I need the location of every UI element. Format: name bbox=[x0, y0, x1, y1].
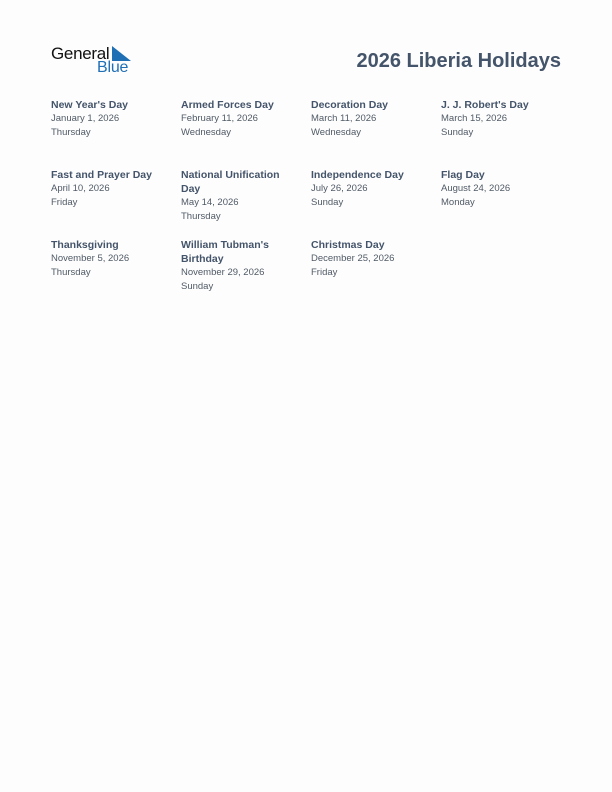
holiday-weekday: Sunday bbox=[311, 197, 344, 208]
holiday-item bbox=[311, 98, 435, 140]
holiday-weekday: Wednesday bbox=[181, 127, 231, 138]
holiday-name: National Unification Day bbox=[181, 169, 280, 195]
holiday-date: July 26, 2026 bbox=[311, 183, 368, 194]
holiday-name: Armed Forces Day bbox=[181, 99, 274, 111]
page-title: 2026 Liberia Holidays bbox=[356, 50, 561, 72]
holiday-name: Independence Day bbox=[311, 169, 404, 181]
holiday-name: J. J. Robert's Day bbox=[441, 99, 529, 111]
logo-text-general: General bbox=[51, 44, 110, 63]
holiday-item bbox=[51, 168, 175, 210]
holiday-item bbox=[181, 238, 291, 294]
holiday-date: August 24, 2026 bbox=[441, 183, 511, 194]
holiday-item bbox=[51, 238, 175, 280]
logo-text-blue: Blue bbox=[97, 59, 129, 76]
holiday-weekday: Thursday bbox=[51, 267, 91, 278]
holiday-date: May 14, 2026 bbox=[181, 197, 239, 208]
holiday-weekday: Wednesday bbox=[311, 127, 361, 138]
holiday-weekday: Friday bbox=[51, 197, 78, 208]
holiday-date: February 11, 2026 bbox=[181, 113, 258, 124]
holiday-date: March 11, 2026 bbox=[311, 113, 377, 124]
holiday-weekday: Sunday bbox=[181, 281, 214, 292]
holiday-item bbox=[441, 168, 565, 210]
holiday-date: December 25, 2026 bbox=[311, 253, 395, 264]
holiday-date: November 29, 2026 bbox=[181, 267, 265, 278]
holiday-date: November 5, 2026 bbox=[51, 253, 130, 264]
holiday-name: Decoration Day bbox=[311, 99, 389, 111]
holiday-date: March 15, 2026 bbox=[441, 113, 508, 124]
holiday-name: Christmas Day bbox=[311, 239, 385, 251]
generalblue-logo bbox=[51, 44, 141, 78]
holiday-weekday: Sunday bbox=[441, 127, 474, 138]
holiday-item bbox=[311, 168, 435, 210]
holiday-weekday: Thursday bbox=[51, 127, 91, 138]
holiday-name: New Year's Day bbox=[51, 99, 129, 111]
holiday-name: William Tubman's Birthday bbox=[181, 239, 269, 265]
holiday-name: Thanksgiving bbox=[51, 239, 119, 251]
holiday-date: April 10, 2026 bbox=[51, 183, 110, 194]
holiday-weekday: Friday bbox=[311, 267, 338, 278]
holiday-name: Flag Day bbox=[441, 169, 485, 181]
holiday-item bbox=[181, 98, 305, 140]
holiday-item bbox=[181, 168, 291, 224]
holiday-item bbox=[51, 98, 175, 140]
holiday-item bbox=[441, 98, 565, 140]
holiday-item bbox=[311, 238, 435, 280]
holiday-weekday: Monday bbox=[441, 197, 475, 208]
holiday-weekday: Thursday bbox=[181, 211, 221, 222]
holiday-name: Fast and Prayer Day bbox=[51, 169, 152, 181]
holiday-date: January 1, 2026 bbox=[51, 113, 120, 124]
